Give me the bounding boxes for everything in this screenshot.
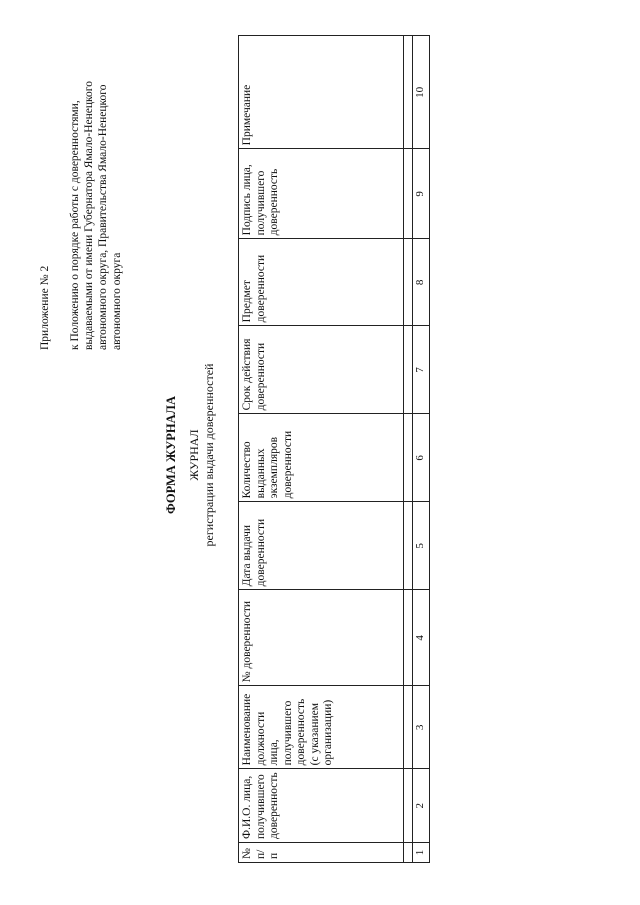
table-cell (404, 843, 413, 863)
table-cell (404, 686, 413, 769)
title-block (164, 275, 217, 635)
column-number: 5 (413, 502, 430, 590)
table-cell (404, 149, 413, 239)
header-row (239, 36, 404, 863)
header-cell-name: Ф.И.О. лица, получившего доверенность (239, 769, 404, 843)
table-cell (404, 36, 413, 149)
appendix-line: к Положению о порядке работы с доверенностями, (69, 100, 81, 350)
header-cell-validity: Срок действия доверенности (239, 326, 404, 414)
column-number: 3 (413, 686, 430, 769)
header-cell-number: № п/п (239, 843, 404, 863)
column-number: 6 (413, 414, 430, 502)
column-number: 4 (413, 590, 430, 686)
appendix-number: Приложение № 2 (39, 265, 51, 350)
table-cell (404, 326, 413, 414)
header-cell-issue-date: Дата выдачи доверенности (239, 502, 404, 590)
journal-title: ЖУРНАЛ (187, 429, 201, 481)
journal-subtitle: регистрации выдачи доверенностей (202, 363, 216, 547)
table-cell (404, 239, 413, 326)
header-cell-subject: Предмет доверенности (239, 239, 404, 326)
appendix-line: автономного округа (111, 252, 123, 350)
empty-row (404, 36, 413, 863)
column-number: 10 (413, 36, 430, 149)
column-number: 8 (413, 239, 430, 326)
table-cell (404, 414, 413, 502)
table-cell (404, 502, 413, 590)
appendix-line: выдаваемыми от имени Губернатора Ямало-Ненецкого (83, 81, 95, 350)
appendix-block (38, 20, 124, 350)
header-cell-note: Примечание (239, 36, 404, 149)
table-cell (404, 590, 413, 686)
column-number: 7 (413, 326, 430, 414)
header-cell-position: Наименование должности лица, получившего доверенность (с указанием организации) (239, 686, 404, 769)
header-cell-proxy-number: № доверенности (239, 590, 404, 686)
column-number: 1 (413, 843, 430, 863)
column-number: 2 (413, 769, 430, 843)
header-cell-copies: Количество выданных экземпляров доверенности (239, 414, 404, 502)
column-number: 9 (413, 149, 430, 239)
form-title: ФОРМА ЖУРНАЛА (164, 395, 178, 515)
column-number-row (413, 36, 430, 863)
header-cell-signature: Подпись лица, получившего доверенность (239, 149, 404, 239)
appendix-line: автономного округа, Правительства Ямало-Ненецкого (97, 84, 109, 350)
journal-table (238, 35, 430, 863)
table-cell (404, 769, 413, 843)
